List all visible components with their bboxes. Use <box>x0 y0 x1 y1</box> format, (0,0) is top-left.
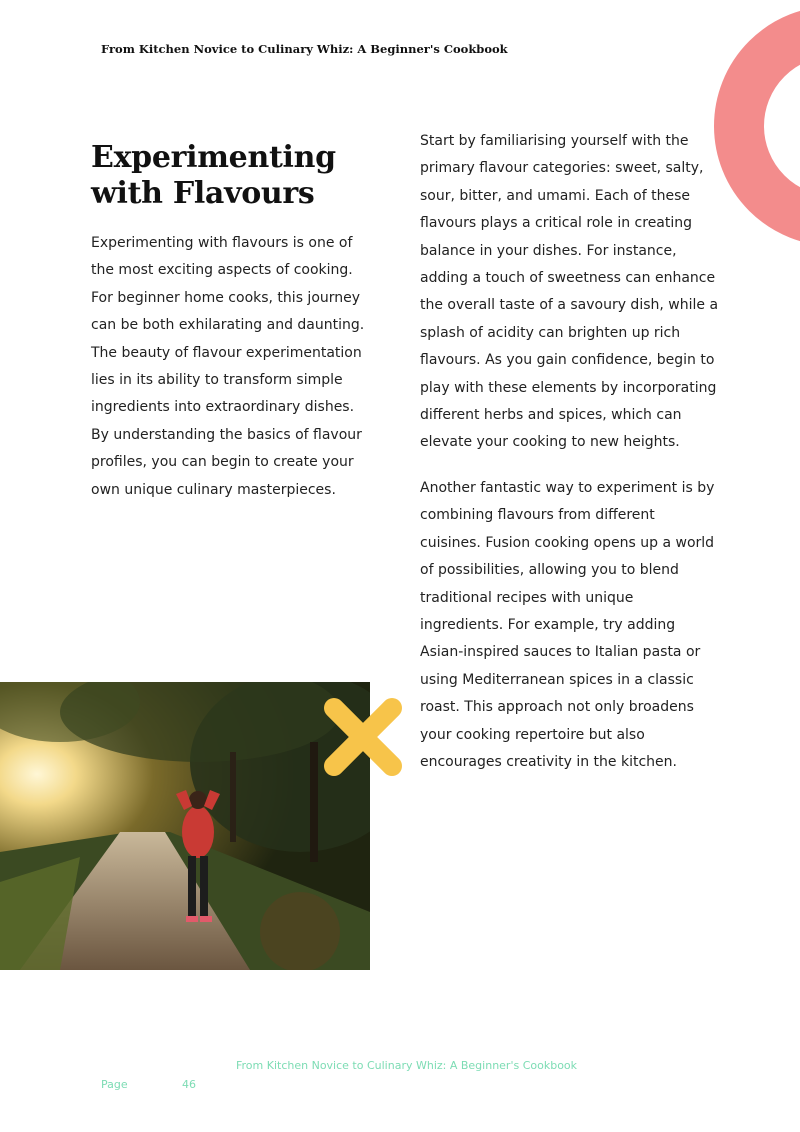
right-column <box>420 128 720 776</box>
left-column <box>91 230 373 504</box>
running-header: From Kitchen Novice to Culinary Whiz: A Beginner's Cookbook <box>101 42 508 56</box>
footer-title: From Kitchen Novice to Culinary Whiz: A Beginner's Cookbook <box>236 1059 578 1072</box>
page-number: 46 <box>182 1078 196 1091</box>
flavour-categories-paragraph: Start by familiarising yourself with the primary flavour categories: sweet, salty, sour, bitter, and umami. Each of these flavours plays a critical role in creating balance in your dishes. For instance, adding a touch of sweetness can enhance the overall taste of a savoury dish, while a splash of acidity can brighten up rich flavours. As you gain confidence, begin to play with these elements by incorporating different herbs and spices, which can elevate your cooking to new heights. <box>420 133 719 451</box>
decorative-cross-icon <box>318 692 408 782</box>
walking-path-photo <box>0 682 370 970</box>
decorative-ring-icon <box>714 6 800 246</box>
page-label: Page <box>101 1078 128 1091</box>
article-heading: Experimenting with Flavours <box>91 140 336 211</box>
fusion-cooking-paragraph: Another fantastic way to experiment is by combining flavours from different cuisines. Fusion cooking opens up a world of possibilities, allowing you to blend traditional recipes with unique ingredients. For example, try adding Asian-inspired sauces to Italian pasta or using Mediterranean spices in a classic roast. This approach not only broadens your cooking repertoire but also encourages creativity in the kitchen. <box>420 479 715 770</box>
intro-paragraph: Experimenting with flavours is one of the most exciting aspects of cooking. For beginner home cooks, this journey can be both exhilarating and daunting. The beauty of flavour experimentation lies in its ability to transform simple ingredients into extraordinary dishes. By understanding the basics of flavour profiles, you can begin to create your own unique culinary masterpieces. <box>91 235 365 498</box>
